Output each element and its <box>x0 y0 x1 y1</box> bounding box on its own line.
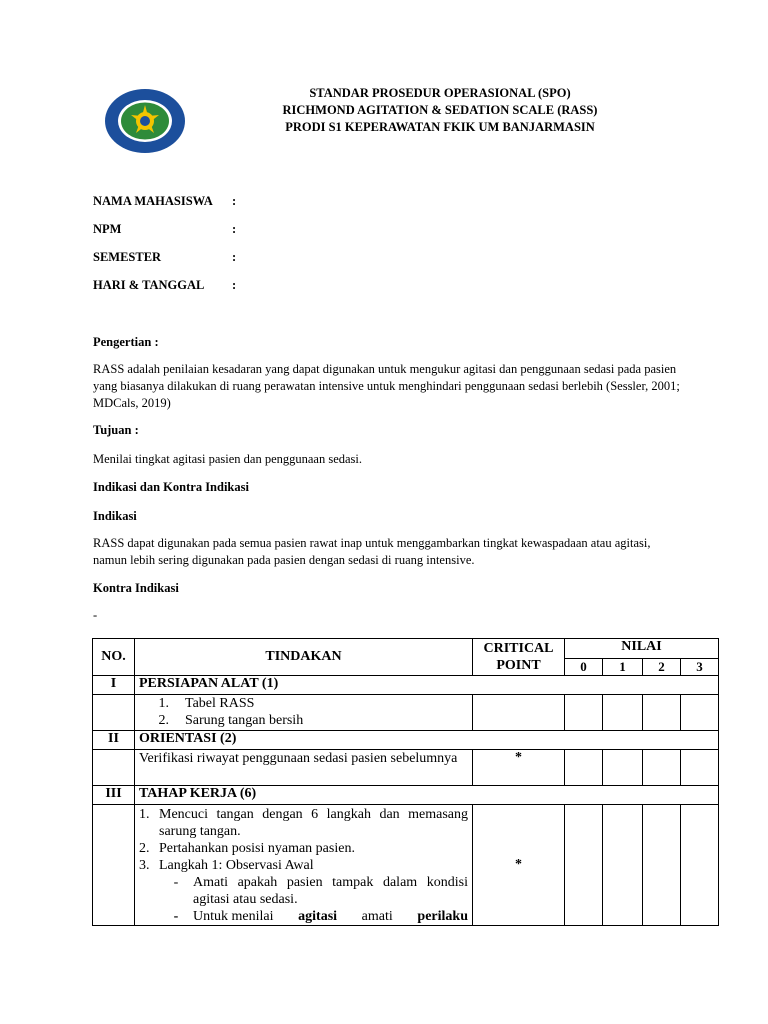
section-2-text: Verifikasi riwayat penggunaan sedasi pasien sebelumnya <box>135 750 473 786</box>
item-sarung-tangan: Sarung tangan bersih <box>185 713 304 728</box>
field-label-hari-tanggal: HARI & TANGGAL <box>93 278 205 292</box>
pengertian-text: RASS adalah penilaian kesadaran yang dapat digunakan untuk mengukur agitasi dan penggunaan sedasi pada pasien yang biasanya dilakukan di ruang perawatan intensive untuk menghindari penggunaan sedasi berlebih (Sessler, 2001; MDCals, 2019) <box>93 362 680 410</box>
header-line-3: PRODI S1 KEPERAWATAN FKIK UM BANJARMASIN <box>285 120 595 134</box>
table-row <box>93 805 719 926</box>
section-3-items: 1. Mencuci tangan dengan 6 langkah dan memasang sarung tangan. 2. Pertahankan posisi nyaman pasien. 3. Langkah 1: Observasi Awal - Amati apakah pasien tampak dalam kondisi agitasi atau sedasi. - Untuk menilai agitasi amati perilaku <box>135 805 473 926</box>
item-tabel-rass: Tabel RASS <box>185 696 255 711</box>
table-row <box>93 731 719 750</box>
field-label-npm: NPM <box>93 222 122 236</box>
section-1-items: 1. Tabel RASS 2. Sarung tangan bersih <box>135 695 473 731</box>
table-row <box>93 750 719 786</box>
section-3-no: III <box>93 786 135 805</box>
header-no: NO. <box>93 639 135 676</box>
field-colon-npm: : <box>232 222 237 236</box>
spo-table <box>92 638 719 926</box>
kontra-title: Kontra Indikasi <box>93 581 179 595</box>
header-score-3: 3 <box>681 659 719 676</box>
field-colon-nama: : <box>232 194 237 208</box>
tujuan-text: Menilai tingkat agitasi pasien dan penggunaan sedasi. <box>93 452 363 466</box>
step-posisi-nyaman: Pertahankan posisi nyaman pasien. <box>159 841 355 856</box>
indikasi-title: Indikasi <box>93 509 137 523</box>
section-3-critical: * <box>473 805 565 926</box>
substep-amati-pasien: Amati apakah pasien tampak dalam kondisi agitasi atau sedasi. <box>193 875 468 907</box>
kontra-text: - <box>93 608 98 622</box>
step-observasi-awal: Langkah 1: Observasi Awal <box>159 858 314 873</box>
substep-menilai-agitasi: Untuk menilai agitasi amati perilaku <box>193 909 468 924</box>
field-label-semester: SEMESTER <box>93 250 162 264</box>
indikasi-kontra-title: Indikasi dan Kontra Indikasi <box>93 480 249 494</box>
pengertian-title: Pengertian : <box>93 335 159 349</box>
section-2-title: ORIENTASI (2) <box>135 731 719 750</box>
section-1-no: I <box>93 676 135 695</box>
section-3-title: TAHAP KERJA (6) <box>135 786 719 805</box>
table-row <box>93 676 719 695</box>
field-colon-semester: : <box>232 250 237 264</box>
header-line-2: RICHMOND AGITATION & SEDATION SCALE (RASS) <box>282 103 598 117</box>
step-cuci-tangan: Mencuci tangan dengan 6 langkah dan memasang sarung tangan. <box>159 807 468 839</box>
section-2-no: II <box>93 731 135 750</box>
header-critical-point: CRITICAL POINT <box>473 639 565 676</box>
header-score-1: 1 <box>603 659 643 676</box>
header-tindakan: TINDAKAN <box>135 639 473 676</box>
university-logo <box>104 88 186 154</box>
indikasi-text: RASS dapat digunakan pada semua pasien rawat inap untuk menggambarkan tingkat kewaspadaan atau agitasi, namun lebih sering digunakan pada pasien dengan sedasi di ruang intensive. <box>93 536 651 567</box>
table-row <box>93 786 719 805</box>
logo-emblem-icon <box>104 88 186 154</box>
header-line-1: STANDAR PROSEDUR OPERASIONAL (SPO) <box>309 86 571 100</box>
header-score-2: 2 <box>643 659 681 676</box>
field-label-nama: NAMA MAHASISWA <box>93 194 213 208</box>
tujuan-title: Tujuan : <box>93 423 139 437</box>
section-2-critical: * <box>473 750 565 786</box>
table-row <box>93 695 719 731</box>
header-score-0: 0 <box>565 659 603 676</box>
header-nilai: NILAI <box>565 639 719 659</box>
field-colon-hari-tanggal: : <box>232 278 237 292</box>
section-1-title: PERSIAPAN ALAT (1) <box>135 676 719 695</box>
